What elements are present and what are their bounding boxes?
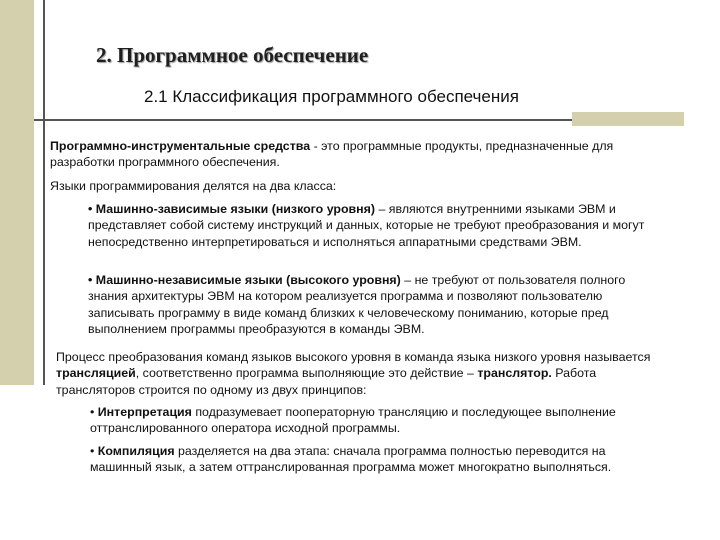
bullet-mark: • [90, 444, 98, 458]
term-translation: трансляцией [56, 366, 136, 381]
bullet-high-level-languages [88, 272, 668, 338]
translation-text-c: , соответственно программа выполняющие это действие – [135, 366, 478, 381]
bullet-interpretation [90, 404, 670, 437]
header-rule-block [572, 112, 684, 126]
slide-subtitle: 2.1 Классификация программного обеспечения [144, 87, 519, 106]
bullet-compilation [90, 443, 670, 476]
paragraph-definition [50, 138, 670, 171]
term-translator: транслятор. [477, 366, 552, 381]
low-level-description: – являются внутренними языками ЭВМ и представляет собой систему инструкций и данных, которые не требуют преобразования и могут непосредственно интерпретироваться и исполняться аппаратными средствами ЭВМ. [88, 202, 645, 249]
paragraph-translation [56, 349, 674, 398]
slide-title: 2. Программное обеспечение [96, 43, 369, 67]
high-level-description: – не требуют от пользователя полного знания архитектуры ЭВМ на котором реализуется программа и позволяют пользователю записывать программу в виде команд близких к человеческому пониманию, которые пред выполнением программы преобразуются в команды ЭВМ. [88, 273, 626, 337]
term-machine-independent: • Машинно-независимые языки (высокого уровня) [88, 273, 401, 287]
translation-text-a: Процесс преобразования команд языков высокого уровня в команда языка низкого уровня называется [56, 350, 651, 364]
sidebar-decoration-bar [0, 0, 34, 385]
term-compilation: Компиляция [97, 444, 175, 458]
term-interpretation: Интерпретация [97, 405, 192, 419]
term-software-tools: Программно-инструментальные средства [50, 139, 311, 153]
bullet-mark: • [90, 405, 98, 419]
compilation-description: разделяется на два этапа: сначала программа полностью переводится на машинный язык, а затем оттранслированная программа может многократно выполняться. [90, 444, 612, 475]
translation-text-d: Работа трансляторов строится по одному из двух принципов: [56, 366, 597, 397]
paragraph-language-classes: Языки программирования делятся на два класса: [50, 179, 337, 193]
header-rule-line [34, 119, 572, 121]
term-machine-dependent: • Машинно-зависимые языки (низкого уровня) [88, 202, 376, 216]
definition-text: - это программные продукты, предназначенные для разработки программного обеспечения. [50, 139, 614, 170]
vertical-divider-line [43, 0, 45, 385]
bullet-low-level-languages [88, 201, 668, 250]
interpretation-description: подразумевает пооператорную трансляцию и последующее выполнение оттранслированного оператора исходной программы. [90, 405, 616, 436]
